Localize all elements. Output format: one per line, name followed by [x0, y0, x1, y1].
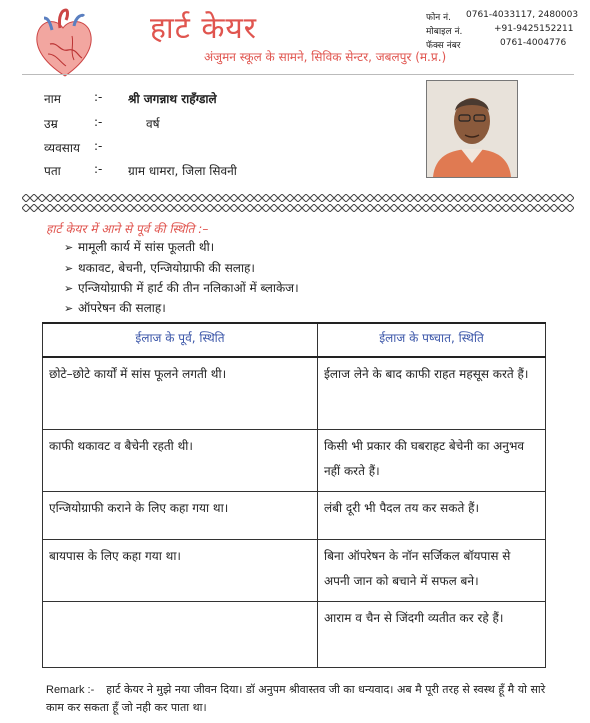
cell-after: बिना ऑपरेषन के नॉन सर्जिकल बॉयपास से अपनी जान को बचाने में सफल बने।	[318, 539, 546, 601]
decorative-border-bottom	[22, 204, 574, 212]
contact-mobile-label: मोबाइल नं.	[426, 27, 463, 37]
address-value: ग्राम धामरा, जिला सिवनी	[128, 164, 237, 178]
cell-before: बायपास के लिए कहा गया था।	[43, 539, 318, 601]
table-row	[43, 357, 546, 429]
before-item	[64, 259, 255, 276]
name-label: नाम	[44, 92, 61, 106]
patient-photo	[426, 80, 518, 178]
contact-mobile-value: +91-9425152211	[494, 24, 574, 34]
header-after: ईलाज के पष्चात, स्थिति	[318, 323, 546, 357]
clinic-address: अंजुमन स्कूल के सामने, सिविक सेन्टर, जबलपुर (म.प्र.)	[204, 50, 447, 64]
cell-after: ईलाज लेने के बाद काफी राहत महसूस करते हैं।	[318, 357, 546, 429]
occupation-separator: :-	[94, 139, 103, 153]
contact-phone-label: फोन नं.	[426, 13, 451, 23]
table-row	[43, 601, 546, 667]
before-item	[64, 299, 166, 316]
cell-after: किसी भी प्रकार की घबराहट बेचेनी का अनुभव नहीं करते हैं।	[318, 429, 546, 491]
cell-before: काफी थकावट व बैचेनी रहती थी।	[43, 429, 318, 491]
cell-after: आराम व चैन से जिंदगी व्यतीत कर रहे हैं।	[318, 601, 546, 667]
remark-text: हार्ट केयर ने मुझे नया जीवन दिया। डॉ अनुपम श्रीवास्तव जी का धन्यवाद। अब मै पूरी तरह से स्वस्थ हूँ मै यो सारे काम कर सकता हूँ जो नही कर पाता था।	[46, 683, 546, 714]
before-item-text: मामूली कार्य में सांस फूलती थी।	[78, 240, 215, 254]
remark-label: Remark :-	[46, 684, 95, 696]
age-separator: :-	[94, 115, 103, 129]
decorative-border-top	[22, 194, 574, 202]
table-row	[43, 539, 546, 601]
arrow-bullet-icon: ➢	[64, 302, 74, 315]
header-divider	[22, 74, 574, 75]
arrow-bullet-icon: ➢	[64, 262, 74, 275]
before-item-text: ऑपरेषन की सलाह।	[78, 301, 166, 315]
before-item	[64, 279, 299, 296]
arrow-bullet-icon: ➢	[64, 241, 74, 254]
age-label: उम्र	[44, 117, 58, 131]
contact-fax-value: 0761-4004776	[500, 38, 567, 48]
before-item-text: थकावट, बेचनी, एन्जियोग्राफी की सलाह।	[78, 261, 255, 275]
table-row	[43, 429, 546, 491]
brand-title: हार्ट केयर	[150, 11, 258, 46]
remark	[46, 681, 546, 716]
address-label: पता	[44, 164, 61, 178]
before-item	[64, 238, 214, 255]
before-status-title: हार्ट केयर में आने से पूर्व की स्थिति :–	[46, 222, 209, 236]
age-value: वर्ष	[146, 117, 160, 131]
contact-fax-label: फॅक्स नंबर	[426, 41, 461, 51]
contact-phone-value: 0761-4033117, 2480003	[466, 10, 579, 20]
comparison-table	[42, 322, 546, 668]
header-before: ईलाज के पूर्व, स्थिति	[43, 323, 318, 357]
before-item-text: एन्जियोग्राफी में हार्ट की तीन नलिकाओं में ब्लाकेज।	[78, 281, 299, 295]
name-value: श्री जगन्नाथ राहँग्डाले	[128, 92, 217, 106]
arrow-bullet-icon: ➢	[64, 282, 74, 295]
heart-logo-icon	[30, 8, 100, 80]
occupation-label: व्यवसाय	[44, 141, 80, 155]
name-separator: :-	[94, 90, 103, 104]
table-header-row	[43, 323, 546, 357]
table-row	[43, 491, 546, 539]
cell-before: एन्जियोग्राफी कराने के लिए कहा गया था।	[43, 491, 318, 539]
address-separator: :-	[94, 162, 103, 176]
cell-before: छोटे–छोटे कार्यों में सांस फूलने लगती थी।	[43, 357, 318, 429]
cell-after: लंबी दूरी भी पैदल तय कर सकते हैं।	[318, 491, 546, 539]
cell-before	[43, 601, 318, 667]
